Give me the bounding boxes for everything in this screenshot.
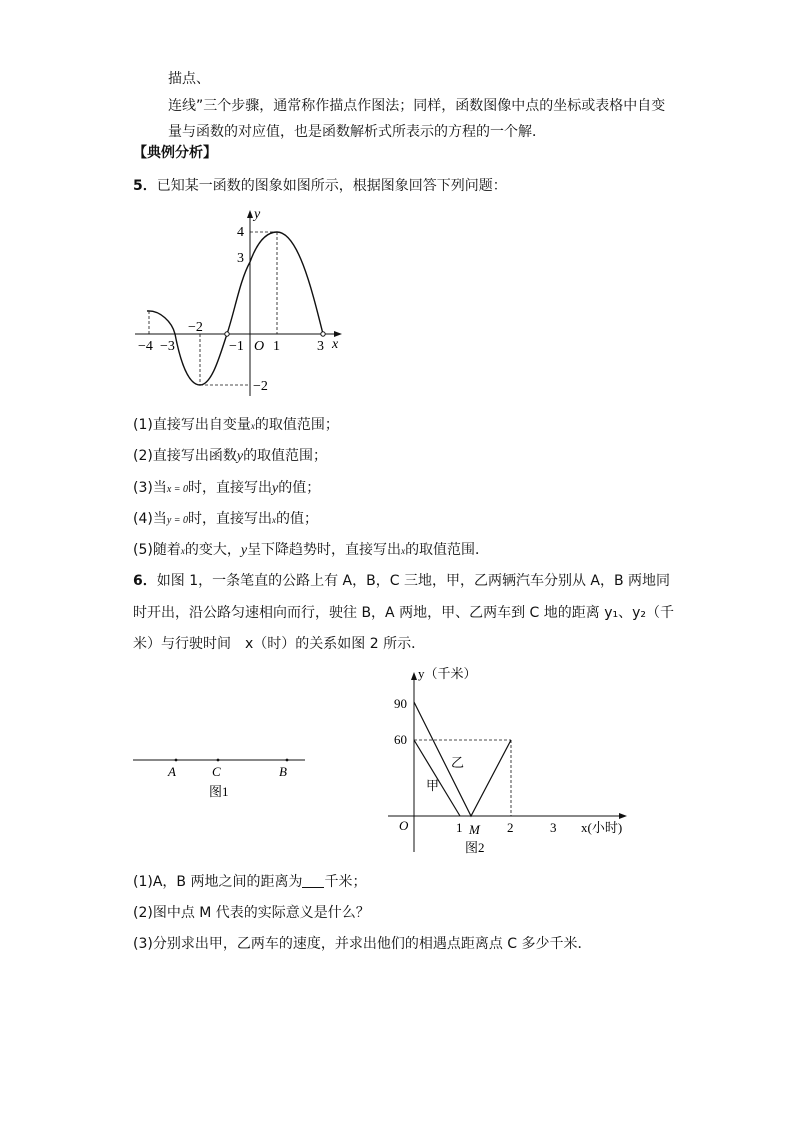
tick-label-x3: 3 [550,820,557,835]
tick-label-yneg2: −2 [253,379,268,394]
q5-item-1-text-a: (1)直接写出自变量 [133,417,251,433]
q5-item-3-text-c: 的值； [278,480,321,496]
open-point-neg1 [225,332,229,336]
q5-item-1-var: x [250,421,255,431]
origin-label: O [254,339,265,354]
q5-item-5-text-d: 的取值范围． [405,542,490,558]
q5-item-2 [133,446,327,467]
x-axis-label: x [332,337,339,352]
label-b: B [279,764,287,779]
figure-2-caption: 图2 [465,840,485,855]
open-point-3 [321,332,325,336]
q5-item-3-text-a: (3)当 [133,480,167,496]
tick-label-y4: 4 [237,225,244,240]
guide-lines [149,232,277,385]
intro-line-2: 连线”三个步骤，通常称作描点作图法；同样，函数图像中点的坐标或表格中自变 [168,98,666,114]
tick-label-y90: 90 [394,696,407,711]
q5-item-3-text-b: 时，直接写出 [188,480,273,496]
q5-item-4-var: x [272,515,277,525]
point-b [286,759,289,762]
q5-item-4-eq: y = 0 [166,515,189,526]
tick-label-x2: 2 [507,820,514,835]
tick-label-y3: 3 [237,251,244,266]
q6-sub-1-text: A，B 两地之间的距离为 [152,874,303,890]
q5-item-1 [133,415,339,436]
q6-line-1 [133,571,670,591]
tick-label-x1: 1 [273,339,280,354]
q5-item-1-text-b: 的取值范围； [254,417,339,433]
label-yi: 乙 [451,755,465,770]
q5-item-4 [133,509,318,531]
q5-function-graph [130,200,350,400]
q6-sub-2: (2)图中点 M 代表的实际意义是什么？ [133,905,370,921]
q5-item-5-var-y: y [240,543,248,558]
section-heading: 【典例分析】 [133,145,217,161]
q6-sub-3: (3)分别求出甲，乙两车的速度，并求出他们的相遇点距离点 C 多少千米． [133,936,592,952]
y-axis-label: y（千米） [418,666,477,681]
q5-stem-text: 已知某一函数的图象如图所示，根据图象回答下列问题： [156,178,507,194]
q5-item-2-text-b: 的取值范围； [243,448,328,464]
tick-label-x1: 1 [456,820,463,835]
q5-item-3-eq: x = 0 [166,484,189,495]
origin-label: O [399,818,409,833]
tick-label-xneg2: −2 [188,320,203,335]
q5-item-4-text-a: (4)当 [133,511,167,527]
point-c [217,759,220,762]
q5-item-5-var-x: x [180,546,185,556]
q6-sub-1 [133,872,366,892]
tick-label-xneg4: −4 [138,339,153,354]
tick-label-xneg1: −1 [229,339,244,354]
function-curve [147,232,323,385]
q5-item-5-var-x2: x [401,546,406,556]
q5-item-4-text-c: 的值； [276,511,319,527]
intro-line-3: 量与函数的对应值，也是函数解析式所表示的方程的一个解． [168,124,546,140]
tick-label-y60: 60 [394,732,407,747]
y-axis-arrow-icon [247,210,253,218]
q5-number: 5． [133,178,157,194]
q5-item-4-text-b: 时，直接写出 [188,511,273,527]
q5-item-5-text-c: 呈下降趋势时，直接写出 [247,542,402,558]
q6-line-3: 米）与行驶时间 x（时）的关系如图 2 所示． [133,636,426,652]
q6-figure-1 [130,750,310,805]
q5-item-2-var: y [236,449,244,464]
q6-sub-1-unit: 千米； [324,874,367,890]
tick-label-xneg3: −3 [160,339,175,354]
x-axis-arrow-icon [619,813,627,819]
q6-line-1-text: 如图 1，一条笔直的公路上有 A，B，C 三地，甲，乙两辆汽车分别从 A，B 两地同 [156,573,671,589]
q5-item-3 [133,478,320,500]
answer-blank[interactable] [302,873,324,888]
x-axis-label: x(小时) [581,820,623,835]
q5-item-5-text-b: 的变大， [184,542,241,558]
figure-1-caption: 图1 [209,784,229,799]
point-a [175,759,178,762]
q6-sub-1-num: (1) [133,874,153,890]
y-axis-label: y [254,207,261,222]
label-jia: 甲 [426,778,440,793]
label-a: A [168,764,176,779]
label-m: M [469,822,480,837]
intro-line-1: 描点、 [168,71,210,87]
q6-figure-2 [385,662,635,862]
q5-stem [133,176,507,196]
q5-item-5 [133,540,489,561]
q5-item-2-text-a: (2)直接写出函数 [133,448,237,464]
q6-number: 6． [133,573,157,589]
y-axis-arrow-icon [411,672,417,680]
q5-item-3-var: y [272,481,279,496]
q5-item-5-text-a: (5)随着 [133,542,181,558]
q6-line-2: 时开出，沿公路匀速相向而行，驶往 B，A 两地，甲、乙两车到 C 地的距离 y₁、y₂（千 [133,605,675,621]
tick-label-x3: 3 [317,339,324,354]
label-c: C [212,764,221,779]
